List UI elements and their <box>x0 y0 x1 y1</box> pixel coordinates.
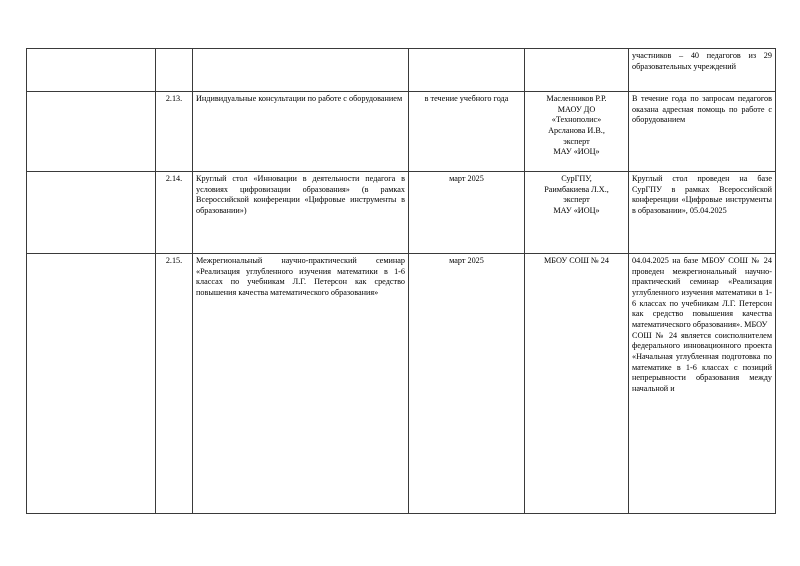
cell-result: В течение года по запросам педагогов оказана адресная помощь по работе с оборудованием <box>629 92 776 172</box>
result-paragraph: СОШ № 24 является соисполнителем федерального инновационного проекта «Начальная углубленная подготовка по математике в 1-6 классах с позиций непрерывности образования между начальной и <box>632 330 772 393</box>
cell-responsible <box>525 254 629 514</box>
cell-number: 2.15. <box>156 254 193 514</box>
schedule-table <box>26 48 776 514</box>
responsible-line: Масленников Р.Р. <box>546 94 607 103</box>
cell-result: участников – 40 педагогов из 29 образовательных учреждений <box>629 49 776 92</box>
cell-event: Межрегиональный научно-практический семинар «Реализация углубленного изучения математики в 1-6 классах по учебникам Л.Г. Петерсон как средство повышения качества математического образования» <box>193 254 409 514</box>
cell-date <box>409 49 525 92</box>
table-row <box>27 49 776 92</box>
cell-responsible <box>525 172 629 254</box>
responsible-line: МАОУ ДО <box>557 104 596 114</box>
cell-empty-left <box>27 49 156 92</box>
cell-number: 2.13. <box>156 92 193 172</box>
responsible-line: эксперт <box>563 195 590 205</box>
responsible-line: Арсланова И.В., <box>548 125 605 135</box>
cell-number: 2.14. <box>156 172 193 254</box>
table-row <box>27 92 776 172</box>
cell-responsible <box>525 49 629 92</box>
responsible-line: «Технополис» <box>551 115 602 125</box>
cell-date: в течение учебного года <box>409 92 525 172</box>
cell-event <box>193 49 409 92</box>
responsible-line: СурГПУ, <box>561 174 592 183</box>
table-row <box>27 254 776 514</box>
responsible-line: Раимбакиева Л.Х., <box>544 184 609 194</box>
cell-event: Индивидуальные консультации по работе с оборудованием <box>193 92 409 172</box>
cell-date: март 2025 <box>409 172 525 254</box>
responsible-line: МБОУ СОШ № 24 <box>544 256 609 265</box>
responsible-line: эксперт <box>563 136 590 146</box>
table-row <box>27 172 776 254</box>
responsible-line: МАУ «ИОЦ» <box>553 205 600 215</box>
result-paragraph: 04.04.2025 на базе МБОУ СОШ № 24 проведен межрегиональный научно-практический семинар «Реализация углубленного изучения математики в 1-6 классах по учебникам Л.Г. Петерсон как средство повышения качества математического образования». МБОУ <box>632 256 772 329</box>
cell-empty-left <box>27 172 156 254</box>
cell-result: Круглый стол проведен на базе СурГПУ в рамках Всероссийской конференции «Цифровые инструменты в образовании», 05.04.2025 <box>629 172 776 254</box>
cell-event: Круглый стол «Инновации в деятельности педагога в условиях цифровизации образования» (в рамках Всероссийской конференции «Цифровые инструменты в образовании») <box>193 172 409 254</box>
cell-empty-left <box>27 254 156 514</box>
cell-number <box>156 49 193 92</box>
cell-responsible <box>525 92 629 172</box>
cell-result <box>629 254 776 514</box>
cell-date: март 2025 <box>409 254 525 514</box>
cell-empty-left <box>27 92 156 172</box>
responsible-line: МАУ «ИОЦ» <box>553 147 600 157</box>
